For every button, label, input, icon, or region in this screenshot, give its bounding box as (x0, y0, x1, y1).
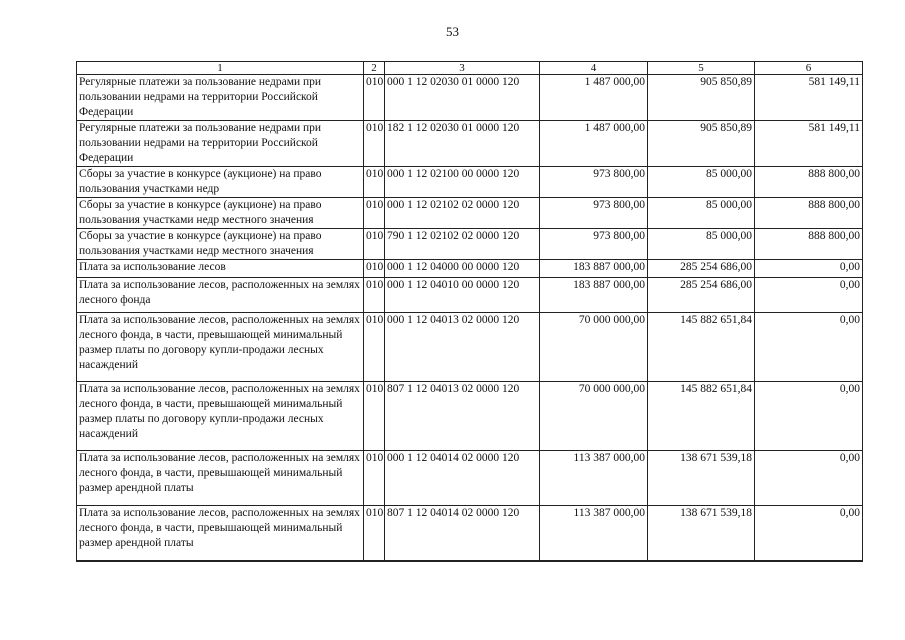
column-header: 3 (385, 62, 540, 75)
admin-code-cell: 010 (364, 229, 385, 260)
income-name-cell: Регулярные платежи за пользование недрами при пользовании недрами на территории Российской Федерации (77, 121, 364, 167)
col5-amount-cell: 138 671 539,18 (648, 451, 755, 506)
col6-amount-cell: 0,00 (755, 260, 863, 278)
col4-amount-cell: 1 487 000,00 (540, 75, 648, 121)
column-header: 6 (755, 62, 863, 75)
income-name-cell: Сборы за участие в конкурсе (аукционе) на право пользования участками недр местного значения (77, 229, 364, 260)
table-row (77, 506, 863, 562)
budget-code-cell: 182 1 12 02030 01 0000 120 (385, 121, 540, 167)
income-name-cell: Плата за использование лесов, расположенных на землях лесного фонда, в части, превышающей минимальный размер арендной платы (77, 451, 364, 506)
admin-code-cell: 010 (364, 260, 385, 278)
col4-amount-cell: 973 800,00 (540, 167, 648, 198)
col6-amount-cell: 0,00 (755, 451, 863, 506)
budget-code-cell: 790 1 12 02102 02 0000 120 (385, 229, 540, 260)
admin-code-cell: 010 (364, 506, 385, 562)
admin-code-cell: 010 (364, 313, 385, 382)
table-row (77, 278, 863, 313)
col6-amount-cell: 0,00 (755, 506, 863, 562)
col4-amount-cell: 183 887 000,00 (540, 260, 648, 278)
budget-code-cell: 000 1 12 04013 02 0000 120 (385, 313, 540, 382)
budget-code-cell: 000 1 12 02100 00 0000 120 (385, 167, 540, 198)
column-header: 2 (364, 62, 385, 75)
col5-amount-cell: 285 254 686,00 (648, 278, 755, 313)
admin-code-cell: 010 (364, 278, 385, 313)
admin-code-cell: 010 (364, 121, 385, 167)
admin-code-cell: 010 (364, 451, 385, 506)
col6-amount-cell: 888 800,00 (755, 198, 863, 229)
col6-amount-cell: 0,00 (755, 382, 863, 451)
col4-amount-cell: 113 387 000,00 (540, 506, 648, 562)
budget-code-cell: 807 1 12 04013 02 0000 120 (385, 382, 540, 451)
income-name-cell: Сборы за участие в конкурсе (аукционе) на право пользования участками недр местного значения (77, 198, 364, 229)
column-header: 4 (540, 62, 648, 75)
table-row (77, 382, 863, 451)
col6-amount-cell: 0,00 (755, 278, 863, 313)
col4-amount-cell: 1 487 000,00 (540, 121, 648, 167)
income-name-cell: Сборы за участие в конкурсе (аукционе) на право пользования участками недр (77, 167, 364, 198)
col6-amount-cell: 581 149,11 (755, 75, 863, 121)
col5-amount-cell: 285 254 686,00 (648, 260, 755, 278)
col4-amount-cell: 70 000 000,00 (540, 313, 648, 382)
page-number: 53 (446, 24, 459, 39)
column-number-row (77, 62, 863, 75)
admin-code-cell: 010 (364, 198, 385, 229)
admin-code-cell: 010 (364, 382, 385, 451)
col5-amount-cell: 145 882 651,84 (648, 313, 755, 382)
income-name-cell: Плата за использование лесов, расположенных на землях лесного фонда, в части, превышающей минимальный размер арендной платы (77, 506, 364, 562)
admin-code-cell: 010 (364, 75, 385, 121)
col5-amount-cell: 905 850,89 (648, 121, 755, 167)
col5-amount-cell: 85 000,00 (648, 167, 755, 198)
col5-amount-cell: 905 850,89 (648, 75, 755, 121)
col6-amount-cell: 581 149,11 (755, 121, 863, 167)
col5-amount-cell: 85 000,00 (648, 198, 755, 229)
table-row (77, 198, 863, 229)
col6-amount-cell: 0,00 (755, 313, 863, 382)
table-row (77, 451, 863, 506)
col4-amount-cell: 183 887 000,00 (540, 278, 648, 313)
col5-amount-cell: 85 000,00 (648, 229, 755, 260)
col4-amount-cell: 113 387 000,00 (540, 451, 648, 506)
table-row (77, 229, 863, 260)
table-row (77, 167, 863, 198)
column-header: 1 (77, 62, 364, 75)
budget-code-cell: 000 1 12 04014 02 0000 120 (385, 451, 540, 506)
table-row (77, 260, 863, 278)
admin-code-cell: 010 (364, 167, 385, 198)
table-row (77, 75, 863, 121)
budget-code-cell: 000 1 12 04010 00 0000 120 (385, 278, 540, 313)
budget-code-cell: 000 1 12 04000 00 0000 120 (385, 260, 540, 278)
col5-amount-cell: 138 671 539,18 (648, 506, 755, 562)
budget-table (76, 61, 863, 562)
column-header: 5 (648, 62, 755, 75)
income-name-cell: Плата за использование лесов (77, 260, 364, 278)
col4-amount-cell: 973 800,00 (540, 198, 648, 229)
income-name-cell: Регулярные платежи за пользование недрами при пользовании недрами на территории Российской Федерации (77, 75, 364, 121)
col4-amount-cell: 70 000 000,00 (540, 382, 648, 451)
income-name-cell: Плата за использование лесов, расположенных на землях лесного фонда (77, 278, 364, 313)
income-name-cell: Плата за использование лесов, расположенных на землях лесного фонда, в части, превышающей минимальный размер платы по договору купли-продажи лесных насаждений (77, 382, 364, 451)
budget-code-cell: 000 1 12 02102 02 0000 120 (385, 198, 540, 229)
table-row (77, 121, 863, 167)
budget-code-cell: 000 1 12 02030 01 0000 120 (385, 75, 540, 121)
col5-amount-cell: 145 882 651,84 (648, 382, 755, 451)
col6-amount-cell: 888 800,00 (755, 167, 863, 198)
col6-amount-cell: 888 800,00 (755, 229, 863, 260)
budget-code-cell: 807 1 12 04014 02 0000 120 (385, 506, 540, 562)
table-row (77, 313, 863, 382)
income-name-cell: Плата за использование лесов, расположенных на землях лесного фонда, в части, превышающей минимальный размер платы по договору купли-продажи лесных насаждений (77, 313, 364, 382)
col4-amount-cell: 973 800,00 (540, 229, 648, 260)
